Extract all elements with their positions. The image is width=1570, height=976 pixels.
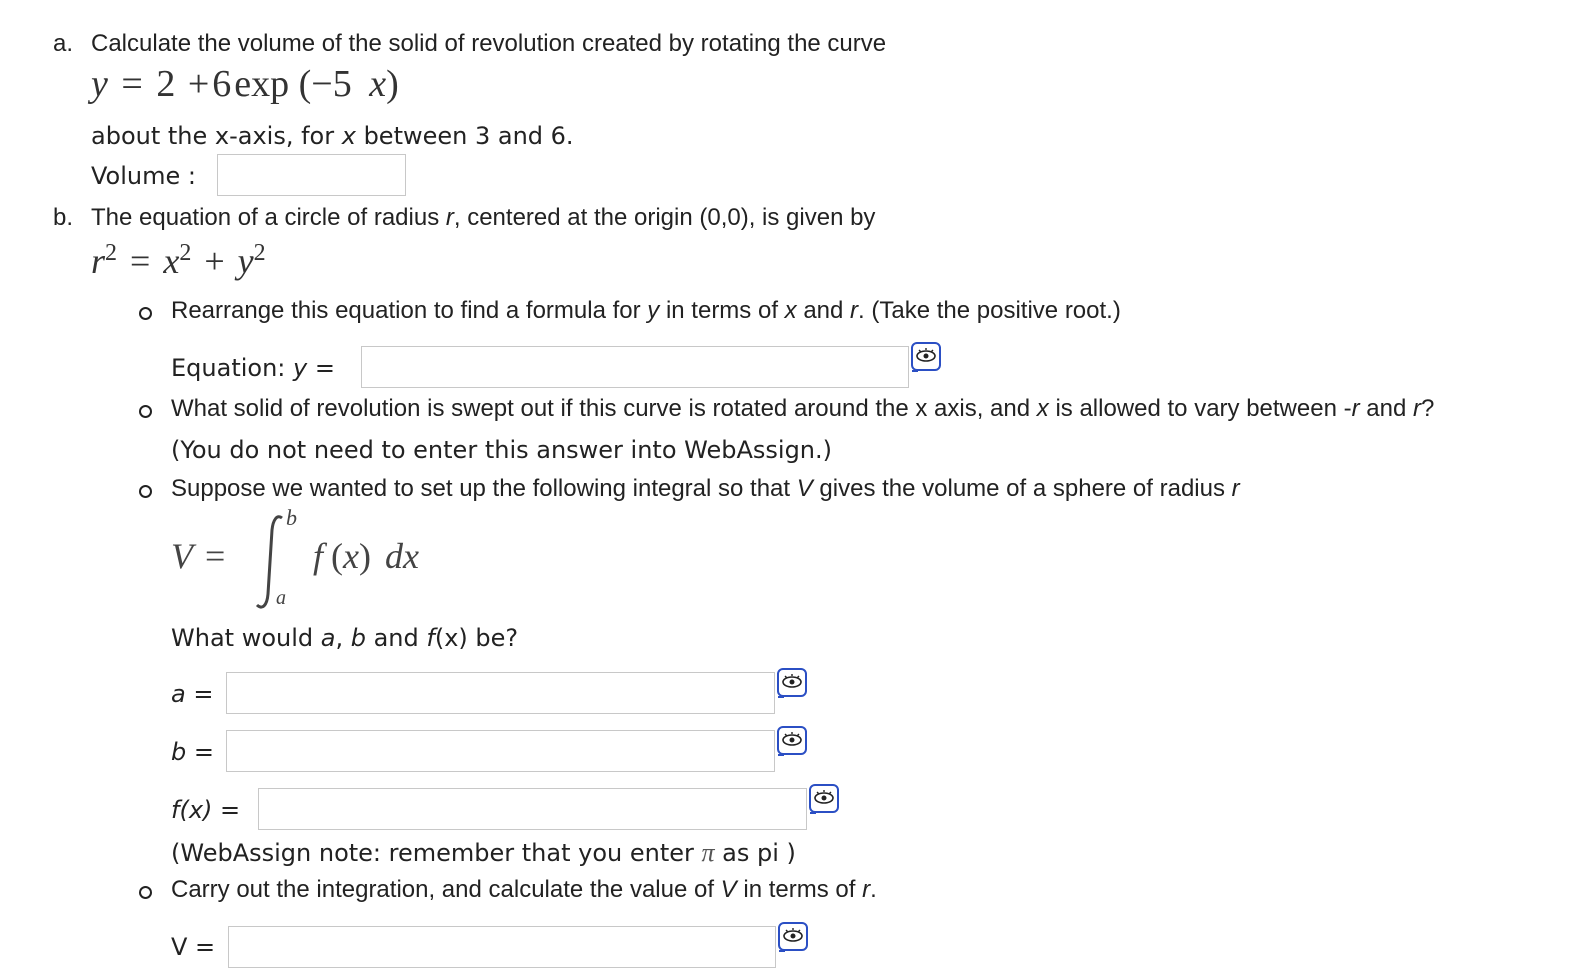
part-b-prompt: The equation of a circle of radius r, centered at the origin (0,0), is given by bbox=[91, 204, 876, 231]
part-a-equation bbox=[91, 62, 399, 106]
carry-out-text: Carry out the integration, and calculate the value of V in terms of r. bbox=[171, 876, 877, 903]
eq-func: exp bbox=[234, 63, 290, 105]
math-palette-icon[interactable] bbox=[776, 667, 808, 699]
equation-label: Equation: y = bbox=[171, 354, 335, 382]
integral-lower-limit: a bbox=[276, 587, 286, 609]
equation-y-input[interactable] bbox=[361, 346, 909, 388]
eq-y: y bbox=[91, 63, 108, 105]
webassign-note: (WebAssign note: remember that you enter π as pi ) bbox=[171, 838, 796, 867]
eq-x: x bbox=[369, 63, 387, 105]
v-input[interactable] bbox=[228, 926, 776, 968]
integral-upper-limit: b bbox=[286, 505, 297, 530]
eq-lparen: ( bbox=[298, 63, 312, 105]
what-would-text: What would a, b and f(x) be? bbox=[171, 624, 519, 652]
math-palette-icon[interactable] bbox=[776, 725, 808, 757]
suppose-text: Suppose we wanted to set up the following integral so that V gives the volume of a sphere of radius r bbox=[171, 475, 1240, 502]
pi-symbol: π bbox=[701, 838, 715, 867]
eq-equals: = bbox=[121, 63, 143, 105]
rearrange-text: Rearrange this equation to find a formula for y in terms of x and r. (Take the positive root.) bbox=[171, 297, 1121, 324]
circle-equation: $r^2 = x^2 + y^2$ bbox=[91, 240, 266, 281]
part-a-about: about the x-axis, for x between 3 and 6. bbox=[91, 122, 574, 150]
a-input[interactable] bbox=[226, 672, 775, 714]
circle-bullet-icon bbox=[139, 485, 152, 498]
eq-coef: 6 bbox=[212, 63, 232, 105]
v-label: V = bbox=[171, 933, 216, 961]
part-b-marker: b. bbox=[53, 204, 74, 231]
b-label: b = bbox=[171, 738, 214, 766]
eq-const: 2 bbox=[156, 63, 176, 105]
fx-label: f(x) = bbox=[171, 796, 241, 824]
circle-bullet-icon bbox=[139, 886, 152, 899]
eq-plus: + bbox=[187, 63, 210, 105]
a-label: a = bbox=[171, 680, 214, 708]
volume-input[interactable] bbox=[217, 154, 406, 196]
part-a-marker: a. bbox=[53, 30, 74, 57]
circle-bullet-icon bbox=[139, 307, 152, 320]
b-input[interactable] bbox=[226, 730, 775, 772]
math-palette-icon[interactable] bbox=[808, 783, 840, 815]
integral-lhs: V = bbox=[171, 536, 226, 576]
circle-bullet-icon bbox=[139, 405, 152, 418]
solid-note: (You do not need to enter this answer into WebAssign.) bbox=[171, 436, 833, 464]
fx-input[interactable] bbox=[258, 788, 807, 830]
solid-question: What solid of revolution is swept out if this curve is rotated around the x axis, and x is allowed to vary between -r and r? bbox=[171, 395, 1435, 422]
math-palette-icon[interactable] bbox=[910, 341, 942, 373]
integral-integrand: f (x) dx bbox=[313, 536, 419, 576]
eq-neg: −5 bbox=[311, 63, 352, 105]
eq-rparen: ) bbox=[386, 63, 399, 105]
volume-label: Volume : bbox=[91, 162, 196, 190]
part-a-prompt: Calculate the volume of the solid of revolution created by rotating the curve bbox=[91, 30, 887, 57]
math-palette-icon[interactable] bbox=[777, 921, 809, 953]
